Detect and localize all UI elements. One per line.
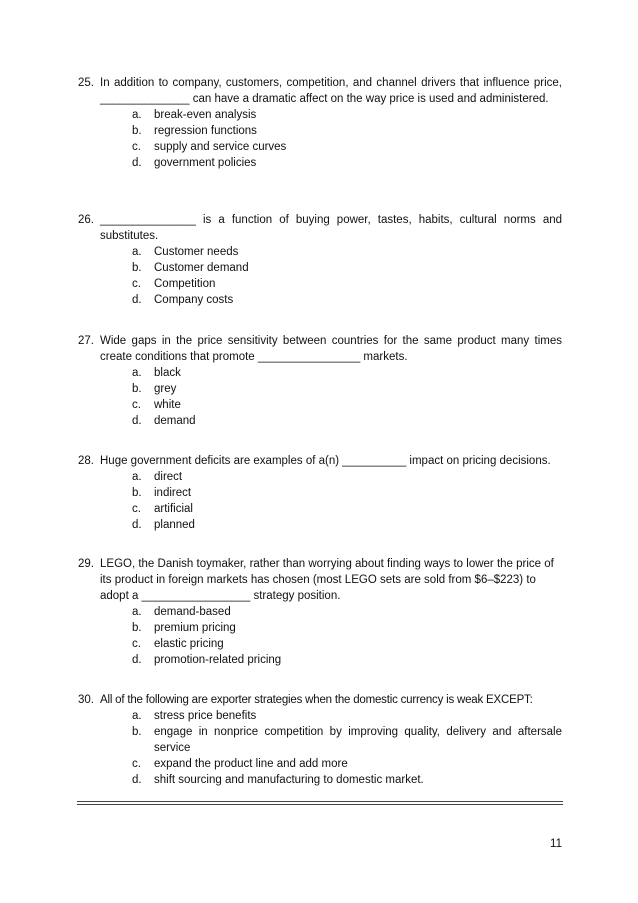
option-letter: c. (132, 278, 141, 290)
question-text: _______________ is a function of buying power, tastes, habits, cultural norms and substitutes. (100, 214, 562, 242)
question-text: In addition to company, customers, competition, and channel drivers that influence price, ______________ can have a dramatic affect on the way price is used and administered. (100, 77, 562, 105)
option-b (132, 485, 562, 501)
option-letter: c. (132, 758, 141, 770)
option-b (132, 620, 562, 636)
option-text: Competition (154, 278, 216, 290)
option-list (132, 708, 562, 788)
question-29 (78, 556, 562, 668)
option-d (132, 155, 562, 171)
option-letter: a. (132, 367, 142, 379)
page-number: 11 (550, 838, 562, 850)
option-letter: d. (132, 294, 142, 306)
option-letter: b. (132, 487, 142, 499)
option-list (132, 244, 562, 308)
question-number: 25. (78, 77, 94, 89)
option-b (132, 381, 562, 397)
footer-divider-bottom (77, 804, 563, 805)
option-text: stress price benefits (154, 710, 257, 722)
option-letter: d. (132, 774, 142, 786)
option-d (132, 517, 562, 533)
option-a (132, 708, 562, 724)
option-text: artificial (154, 503, 193, 515)
option-text: demand (154, 415, 196, 427)
option-d (132, 413, 562, 429)
option-letter: a. (132, 606, 142, 618)
option-d (132, 292, 562, 308)
option-c (132, 139, 562, 155)
option-letter: d. (132, 415, 142, 427)
option-a (132, 244, 562, 260)
option-c (132, 397, 562, 413)
option-letter: c. (132, 141, 141, 153)
question-27 (78, 333, 562, 429)
question-text: Huge government deficits are examples of a(n) __________ impact on pricing decisions. (100, 455, 551, 467)
option-a (132, 107, 562, 123)
option-a (132, 469, 562, 485)
option-text: expand the product line and add more (154, 758, 348, 770)
option-letter: d. (132, 519, 142, 531)
option-text: elastic pricing (154, 638, 224, 650)
option-letter: c. (132, 638, 141, 650)
option-a (132, 604, 562, 620)
option-letter: a. (132, 109, 142, 121)
option-text: Company costs (154, 294, 234, 306)
question-number: 27. (78, 335, 94, 347)
option-letter: d. (132, 654, 142, 666)
option-text: supply and service curves (154, 141, 287, 153)
option-text: Customer needs (154, 246, 239, 258)
option-letter: c. (132, 399, 141, 411)
option-text: promotion-related pricing (154, 654, 282, 666)
option-text: direct (154, 471, 183, 483)
option-a (132, 365, 562, 381)
question-text: All of the following are exporter strategies when the domestic currency is weak EXCEPT: (100, 694, 533, 706)
question-text: LEGO, the Danish toymaker, rather than worrying about finding ways to lower the price of its product in foreign markets has chosen (most LEGO sets are sold from $6–$223) to adopt a _________________ strategy position. (100, 558, 554, 602)
option-text: shift sourcing and manufacturing to domestic market. (154, 774, 424, 786)
option-text: Customer demand (154, 262, 249, 274)
option-text: engage in nonprice competition by improving quality, delivery and aftersale service (154, 726, 562, 754)
option-text: indirect (154, 487, 192, 499)
option-c (132, 756, 562, 772)
option-letter: b. (132, 125, 142, 137)
option-c (132, 636, 562, 652)
option-letter: a. (132, 471, 142, 483)
option-list (132, 107, 562, 171)
option-letter: d. (132, 157, 142, 169)
option-text: planned (154, 519, 195, 531)
option-letter: c. (132, 503, 141, 515)
option-text: demand-based (154, 606, 231, 618)
question-30 (78, 692, 562, 788)
option-b (132, 123, 562, 139)
option-list (132, 365, 562, 429)
option-letter: b. (132, 726, 142, 738)
option-letter: b. (132, 622, 142, 634)
option-list (132, 469, 562, 533)
question-number: 29. (78, 558, 94, 570)
option-text: white (154, 399, 181, 411)
question-number: 30. (78, 694, 94, 706)
option-c (132, 501, 562, 517)
option-text: grey (154, 383, 177, 395)
footer-divider-top (77, 801, 563, 802)
option-text: black (154, 367, 181, 379)
option-letter: a. (132, 246, 142, 258)
option-text: government policies (154, 157, 257, 169)
option-letter: b. (132, 262, 142, 274)
option-list (132, 604, 562, 668)
option-b (132, 260, 562, 276)
option-text: break-even analysis (154, 109, 257, 121)
question-number: 26. (78, 214, 94, 226)
question-text: Wide gaps in the price sensitivity between countries for the same product many times create conditions that promote ________________ markets. (100, 335, 562, 363)
question-26 (78, 212, 562, 308)
option-d (132, 772, 562, 788)
option-letter: b. (132, 383, 142, 395)
option-d (132, 652, 562, 668)
question-28 (78, 453, 562, 533)
option-letter: a. (132, 710, 142, 722)
question-25 (78, 75, 562, 171)
question-number: 28. (78, 455, 94, 467)
option-c (132, 276, 562, 292)
option-text: premium pricing (154, 622, 236, 634)
option-text: regression functions (154, 125, 257, 137)
option-b (132, 724, 562, 756)
